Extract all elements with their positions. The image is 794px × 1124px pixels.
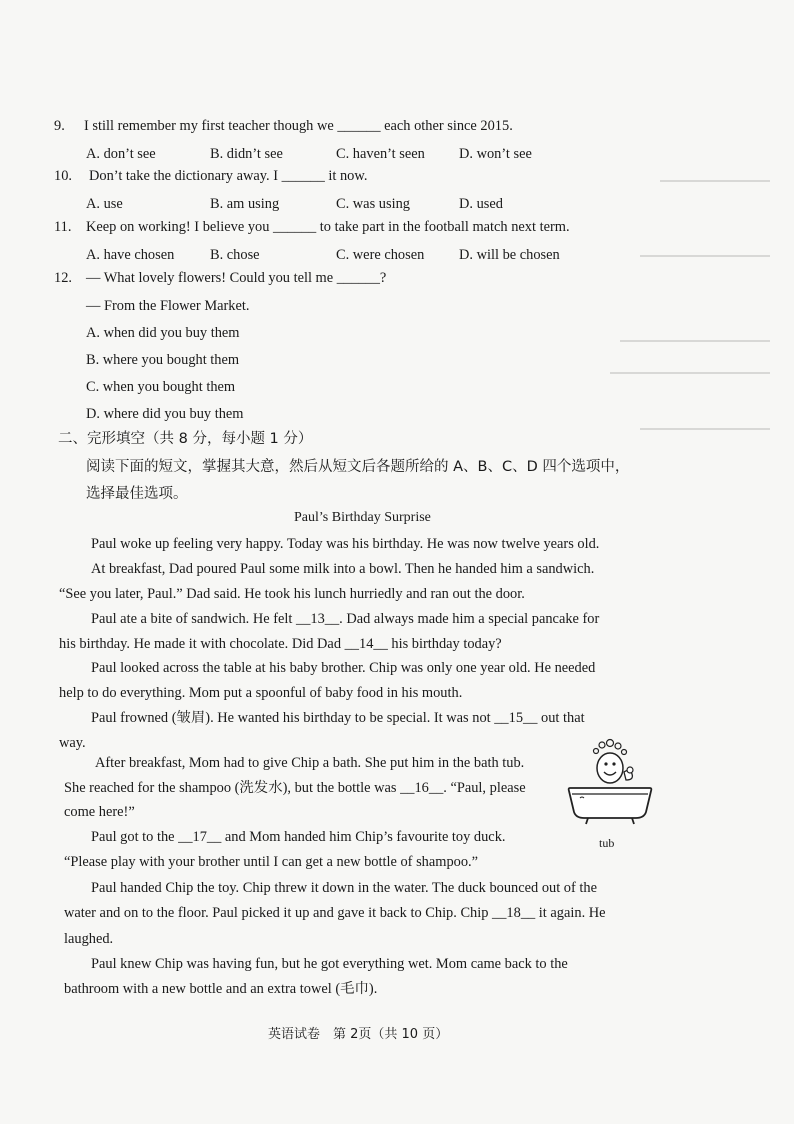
page-footer: 英语试卷 第 2页（共 10 页） [268, 1027, 449, 1042]
passage-line: Paul ate a bite of sandwich. He felt __13__. Dad always made him a special pancake for [91, 611, 600, 627]
passage-line: come here!” [64, 804, 135, 820]
option-b: B. where you bought them [86, 352, 240, 368]
passage-line: She reached for the shampoo (洗发水), but the bottle was __16__. “Paul, please [64, 780, 526, 796]
passage-line: way. [59, 735, 86, 751]
section-heading: 二、完形填空（共 8 分，每小题 1 分） [58, 431, 313, 447]
option-d: D. where did you buy them [86, 406, 244, 422]
dialogue-answer: — From the Flower Market. [86, 298, 250, 314]
passage-line: water and on to the floor. Paul picked it up and gave it back to Chip. Chip __18__ it again. He [64, 905, 606, 921]
option-b: B. chose [210, 247, 260, 263]
question-number: 12. [54, 270, 72, 286]
passage-line: “See you later, Paul.” Dad said. He took his lunch hurriedly and ran out the door. [59, 586, 525, 602]
passage-line: After breakfast, Mom had to give Chip a bath. She put him in the bath tub. [95, 755, 525, 771]
passage-line: Paul looked across the table at his baby brother. Chip was only one year old. He needed [91, 660, 596, 676]
passage-line: At breakfast, Dad poured Paul some milk into a bowl. Then he handed him a sandwich. [91, 561, 595, 577]
passage-line: bathroom with a new bottle and an extra towel (毛巾). [64, 981, 378, 997]
option-c: C. haven’t seen [336, 146, 425, 162]
option-a: A. don’t see [86, 146, 156, 162]
scan-noise [640, 428, 770, 430]
passage-title: Paul’s Birthday Surprise [294, 510, 431, 525]
passage-line: laughed. [64, 931, 114, 947]
bathtub-illustration [566, 738, 656, 828]
option-a: A. have chosen [86, 247, 175, 263]
passage-line: his birthday. He made it with chocolate. Did Dad __14__ his birthday today? [59, 636, 502, 652]
question-stem: I still remember my first teacher though we ______ each other since 2015. [84, 118, 513, 134]
scan-noise [610, 372, 770, 374]
scan-noise [640, 255, 770, 257]
scan-noise [660, 180, 770, 182]
option-d: D. used [459, 196, 503, 212]
passage-line: “Please play with your brother until I can get a new bottle of shampoo.” [64, 854, 479, 870]
question-stem: Keep on working! I believe you ______ to take part in the football match next term. [86, 219, 570, 235]
option-c: C. were chosen [336, 247, 425, 263]
passage-line: help to do everything. Mom put a spoonful of baby food in his mouth. [59, 685, 463, 701]
passage-line: Paul got to the __17__ and Mom handed him Chip’s favourite toy duck. [91, 829, 506, 845]
option-c: C. when you bought them [86, 379, 236, 395]
passage-line: Paul handed Chip the toy. Chip threw it down in the water. The duck bounced out of the [91, 880, 597, 896]
scan-noise [620, 340, 770, 342]
option-d: D. will be chosen [459, 247, 560, 263]
question-number: 11. [54, 219, 72, 235]
question-number: 10. [54, 168, 72, 184]
question-stem: Don’t take the dictionary away. I ______ it now. [89, 168, 368, 184]
option-c: C. was using [336, 196, 410, 212]
passage-line: Paul knew Chip was having fun, but he got everything wet. Mom came back to the [91, 956, 568, 972]
section-instruction: 阅读下面的短文，掌握其大意，然后从短文后各题所给的 A、B、C、D 四个选项中， [86, 459, 630, 475]
passage-line: Paul frowned (皱眉). He wanted his birthday to be special. It was not __15__ out that [91, 710, 585, 726]
question-stem: — What lovely flowers! Could you tell me ______? [86, 270, 387, 286]
question-number: 9. [54, 118, 65, 134]
option-a: A. when did you buy them [86, 325, 240, 341]
option-b: B. am using [210, 196, 280, 212]
option-a: A. use [86, 196, 123, 212]
section-instruction: 选择最佳选项。 [86, 486, 188, 502]
passage-line: Paul woke up feeling very happy. Today was his birthday. He was now twelve years old. [91, 536, 600, 552]
option-b: B. didn’t see [210, 146, 283, 162]
option-d: D. won’t see [459, 146, 532, 162]
image-caption: tub [599, 836, 615, 850]
